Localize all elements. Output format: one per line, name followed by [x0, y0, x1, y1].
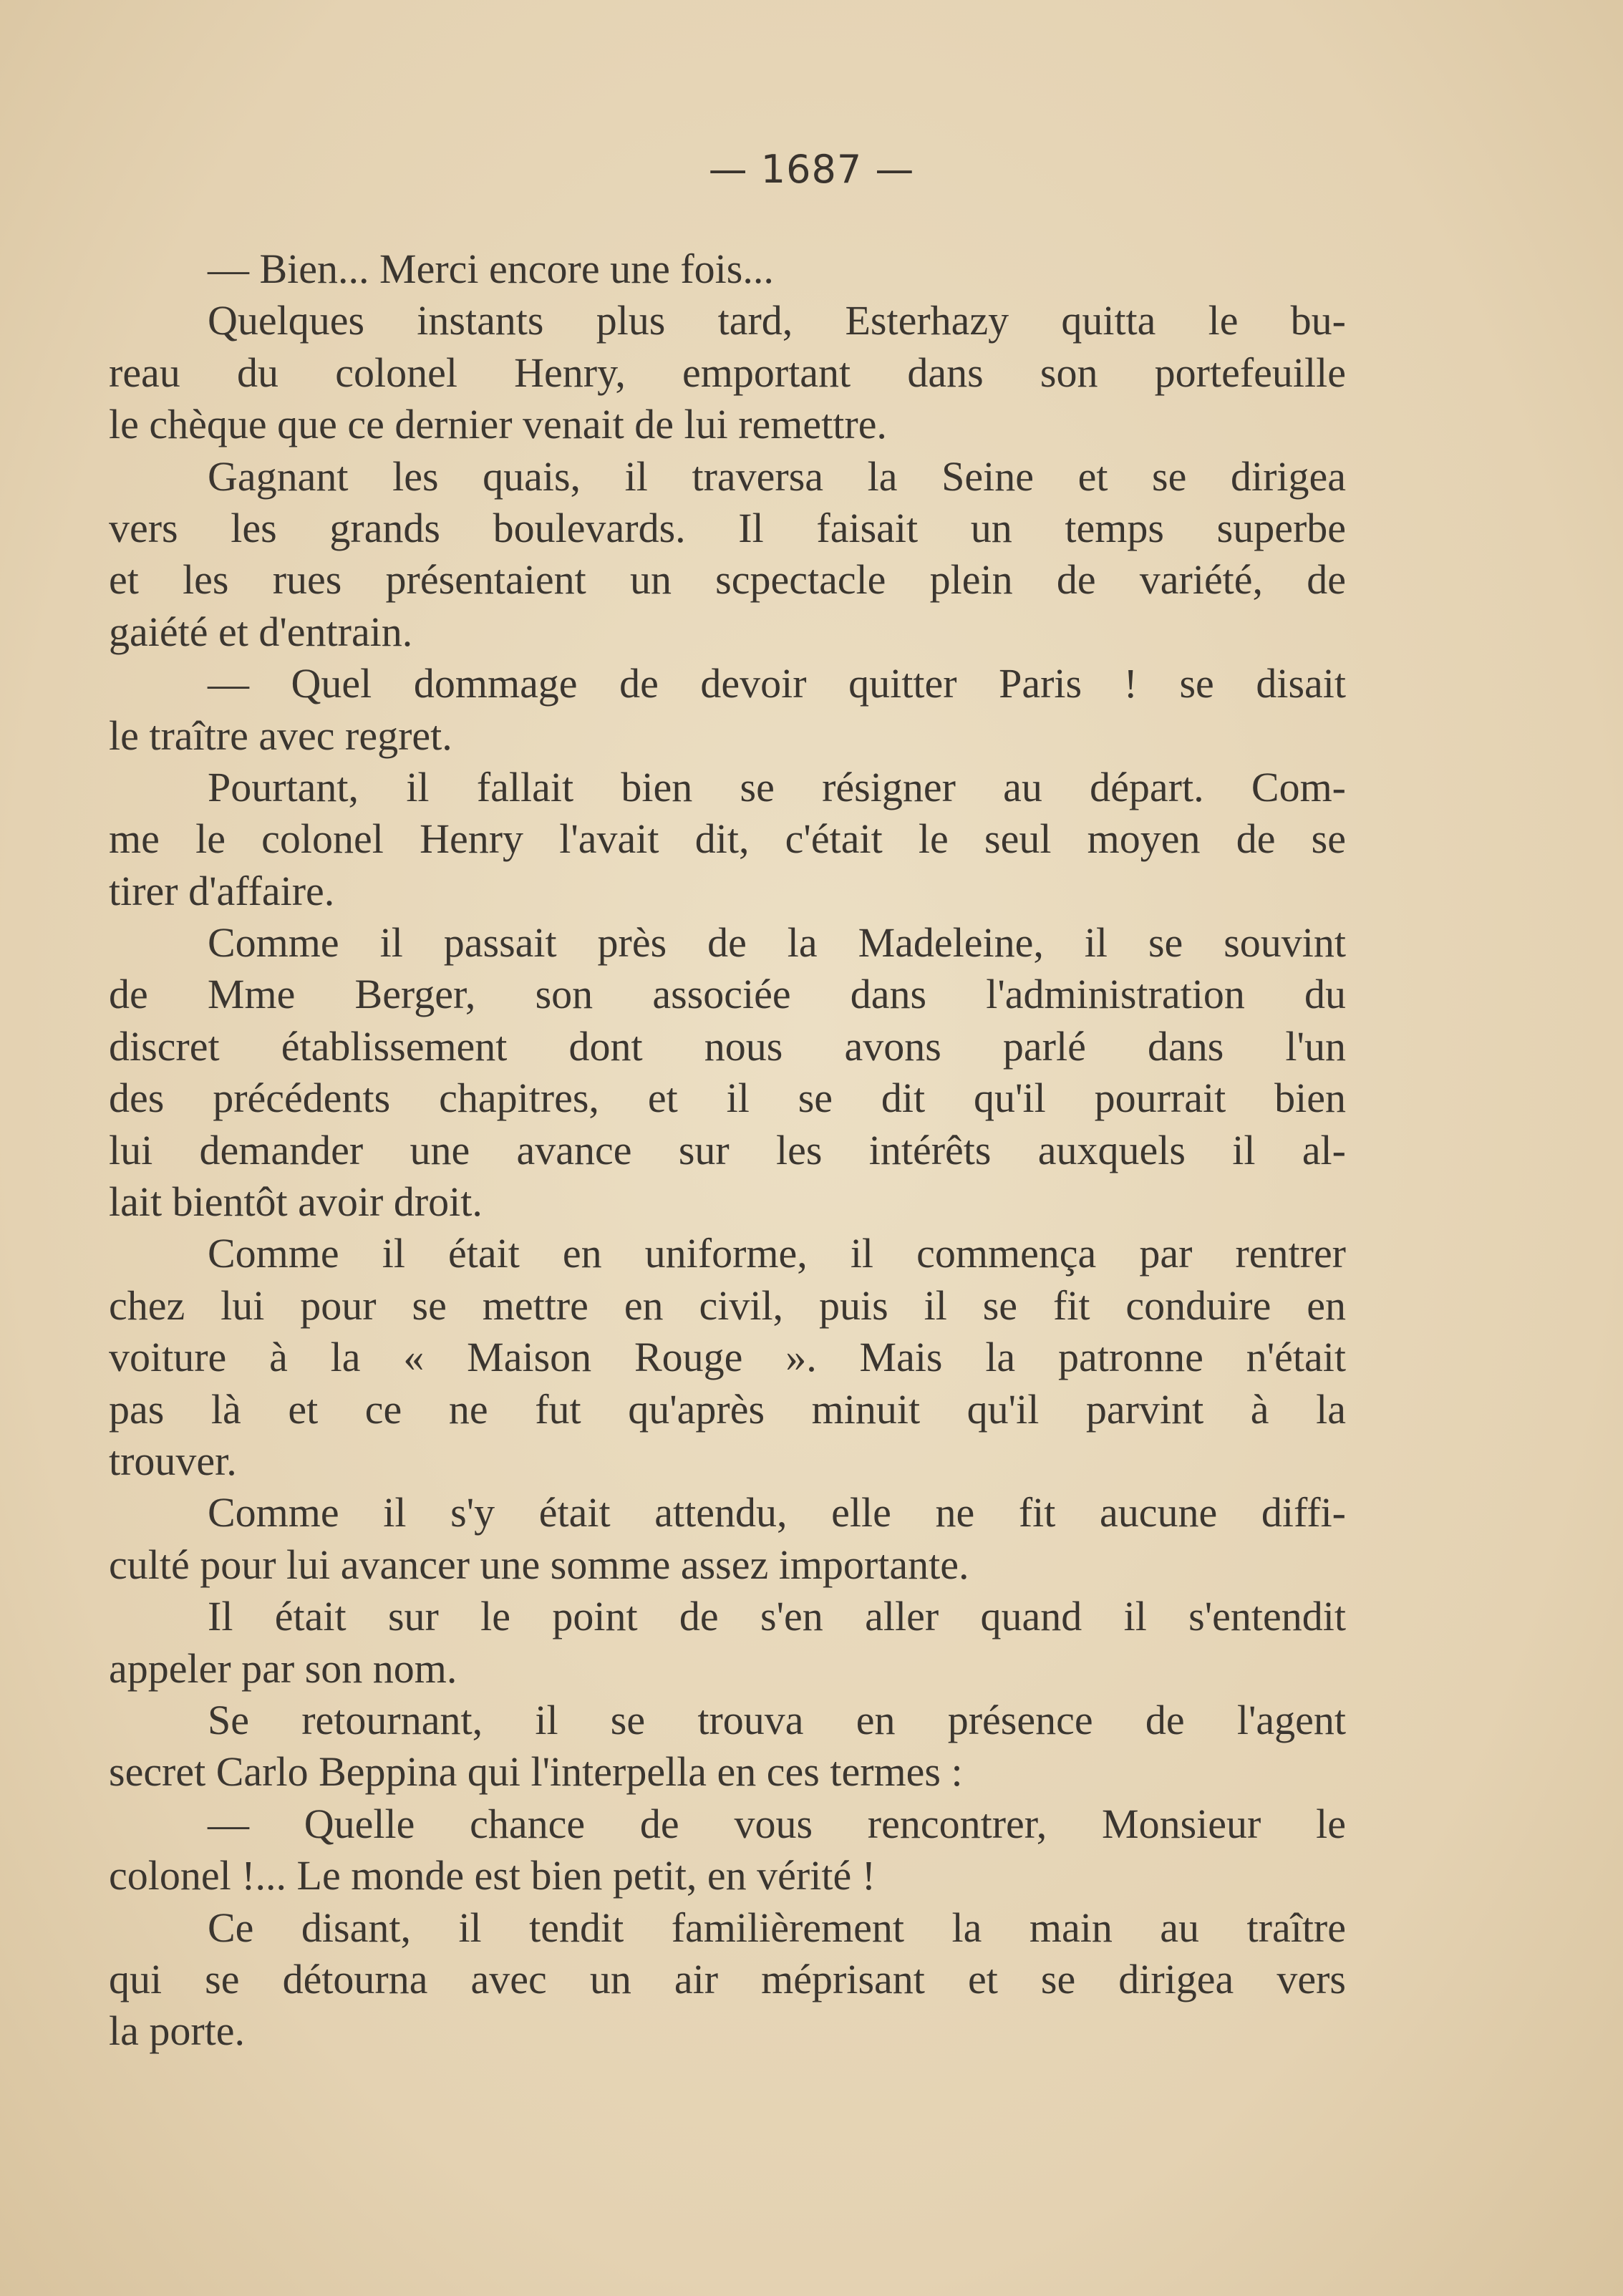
text-line: Ce disant, il tendit familièrement la main au traître	[208, 1904, 1346, 1951]
page-number: — 1687 —	[708, 147, 915, 192]
text-line: Gagnant les quais, il traversa la Seine et se dirigea	[208, 452, 1346, 500]
text-line: tirer d'affaire.	[109, 867, 335, 914]
body-text	[109, 243, 1346, 2058]
text-line: Quelques instants plus tard, Esterhazy quitta le bu-	[208, 297, 1346, 344]
text-line: culté pour lui avancer une somme assez importante.	[109, 1541, 969, 1588]
text-line: me le colonel Henry l'avait dit, c'était le seul moyen de se	[109, 815, 1346, 863]
text-line: Comme il était en uniforme, il commença par rentrer	[208, 1230, 1346, 1277]
text-line: Se retournant, il se trouva en présence de l'agent	[208, 1696, 1346, 1743]
text-line: qui se détourna avec un air méprisant et se dirigea vers	[109, 1955, 1346, 2002]
text-line: appeler par son nom.	[109, 1645, 457, 1692]
text-line: vers les grands boulevards. Il faisait un temps superbe	[109, 504, 1346, 551]
text-line: gaiété et d'entrain.	[109, 608, 413, 655]
text-line: et les rues présentaient un scpectacle plein de variété, de	[109, 556, 1346, 604]
text-line: pas là et ce ne fut qu'après minuit qu'il parvint à la	[109, 1385, 1346, 1433]
text-line: chez lui pour se mettre en civil, puis il se fit conduire en	[109, 1282, 1346, 1329]
text-line: Pourtant, il fallait bien se résigner au départ. Com-	[208, 763, 1346, 810]
text-line: — Quel dommage de devoir quitter Paris ! se disait	[208, 660, 1346, 707]
text-line: voiture à la « Maison Rouge ». Mais la patronne n'était	[109, 1334, 1346, 1381]
text-line: le chèque que ce dernier venait de lui remettre.	[109, 401, 887, 448]
text-line: reau du colonel Henry, emportant dans son portefeuille	[109, 349, 1346, 396]
text-line: trouver.	[109, 1437, 237, 1484]
text-line: Comme il passait près de la Madeleine, il se souvint	[208, 919, 1346, 967]
text-line: de Mme Berger, son associée dans l'administration du	[109, 971, 1346, 1018]
text-line: — Bien... Merci encore une fois...	[208, 246, 774, 292]
text-line: lait bientôt avoir droit.	[109, 1178, 483, 1226]
text-line: discret établissement dont nous avons parlé dans l'un	[109, 1022, 1346, 1070]
text-line: des précédents chapitres, et il se dit qu'il pourrait bien	[109, 1075, 1346, 1122]
text-line: la porte.	[109, 2007, 246, 2055]
text-line: le traître avec regret.	[109, 712, 452, 759]
text-line: colonel !... Le monde est bien petit, en vérité !	[109, 1852, 876, 1899]
text-line: secret Carlo Beppina qui l'interpella en ces termes :	[109, 1748, 963, 1796]
text-line: lui demander une avance sur les intérêts auxquels il al-	[109, 1126, 1346, 1173]
text-line: Comme il s'y était attendu, elle ne fit aucune diffi-	[208, 1489, 1346, 1536]
text-line: Il était sur le point de s'en aller quand il s'entendit	[208, 1593, 1346, 1640]
text-line: — Quelle chance de vous rencontrer, Monsieur le	[208, 1800, 1346, 1847]
